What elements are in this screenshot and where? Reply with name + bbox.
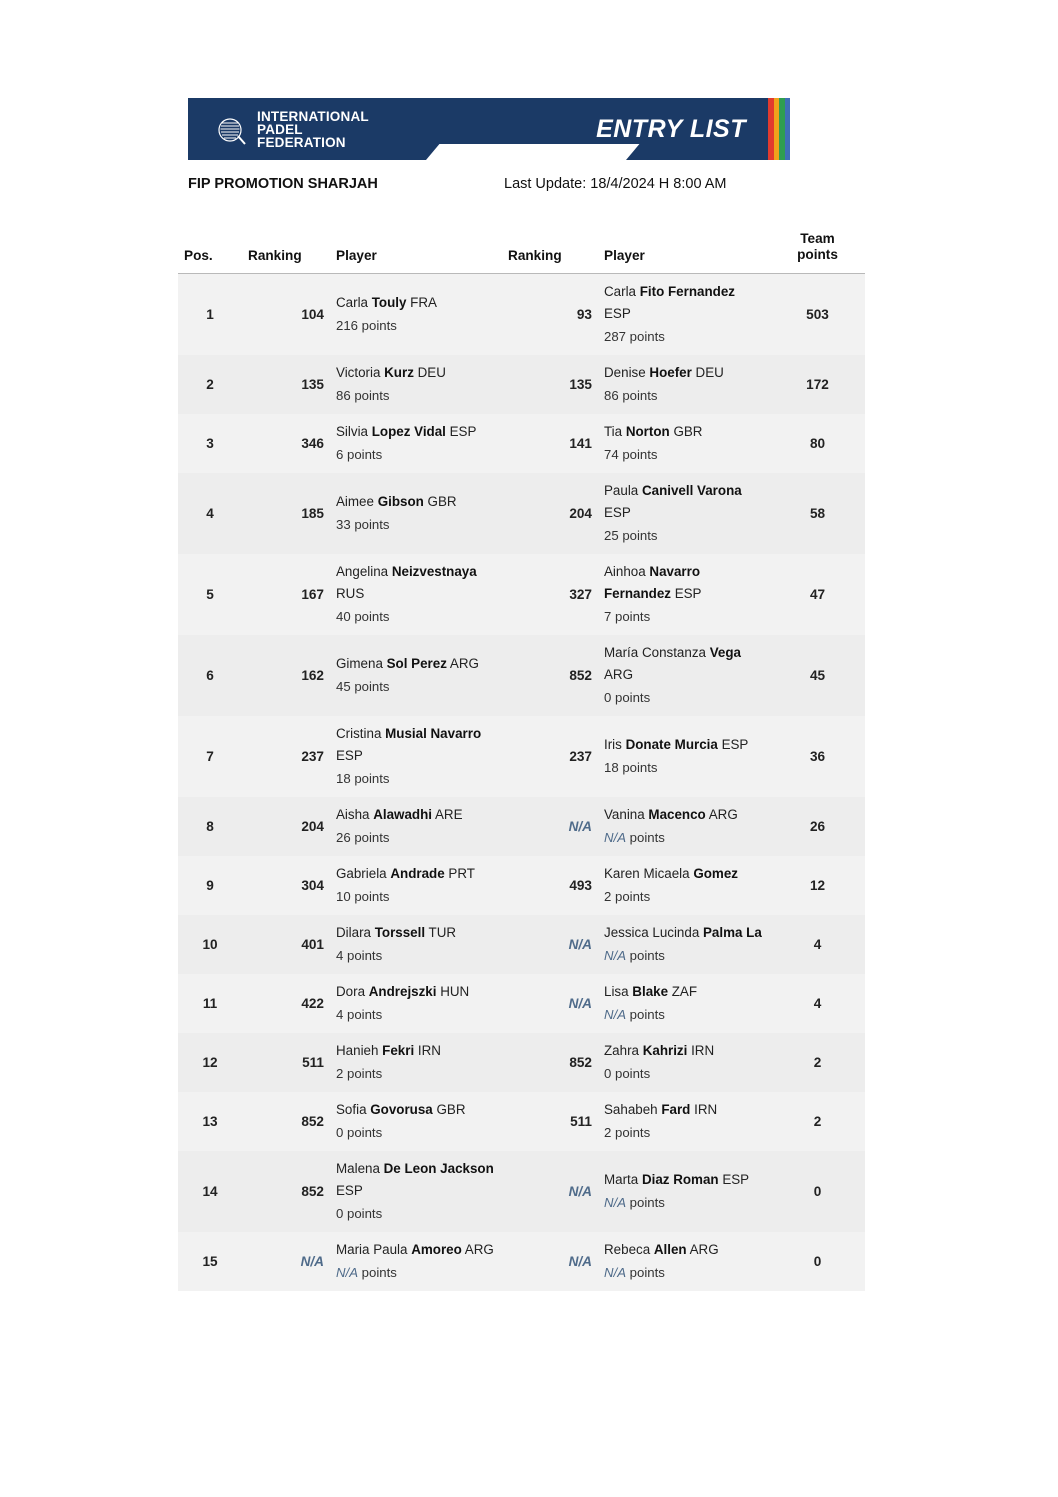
row-player-2-points: N/A points [604, 830, 665, 845]
row-player-1-name: Carla Touly FRA [336, 295, 437, 310]
row-ranking-1: 185 [301, 505, 324, 521]
table-body [178, 274, 865, 1292]
row-team-points: 503 [806, 306, 829, 322]
logo-line-3: FEDERATION [257, 135, 346, 150]
table-row [178, 554, 865, 635]
last-update-text: Last Update: 18/4/2024 H 8:00 AM [504, 176, 727, 192]
column-header-team-points [770, 225, 865, 274]
row-player-2-points: N/A points [604, 948, 665, 963]
row-player-1 [330, 414, 502, 473]
row-player-2-points: N/A points [604, 1195, 665, 1210]
row-ranking-2: 204 [569, 505, 592, 521]
row-player-1-name: Dora Andrejszki HUN [336, 984, 470, 999]
row-player-2-points: 2 points [604, 1125, 651, 1140]
row-ranking-2 [502, 1151, 598, 1232]
row-team-points: 172 [806, 376, 829, 392]
row-player-2-name: Zahra Kahrizi IRN [604, 1043, 715, 1058]
row-ranking-1: 422 [301, 995, 324, 1011]
row-team-points: 47 [809, 586, 826, 602]
row-player-2-name: Ainhoa Navarro Fernandez ESP [604, 564, 702, 601]
table-row [178, 635, 865, 716]
row-team-points: 4 [813, 995, 822, 1011]
row-player-2 [598, 414, 770, 473]
row-team-points: 2 [813, 1113, 822, 1129]
table-row [178, 974, 865, 1033]
column-header-ranking-1: Ranking [242, 225, 330, 274]
row-team-points: 26 [809, 818, 826, 834]
entry-list-table [178, 225, 865, 1291]
row-ranking-2-na: N/A [568, 1183, 592, 1199]
logo-line-1: INTERNATIONAL [257, 109, 369, 124]
row-player-2 [598, 716, 770, 797]
row-team-points: 45 [809, 667, 826, 683]
row-player-1-points: 0 points [336, 1206, 383, 1221]
row-ranking-1: 237 [301, 748, 324, 764]
row-player-1-name: Sofia Govorusa GBR [336, 1102, 466, 1117]
row-ranking-2: 852 [569, 1054, 592, 1070]
row-ranking-1: 135 [301, 376, 324, 392]
row-player-2 [598, 1092, 770, 1151]
row-ranking-2 [502, 915, 598, 974]
row-player-2 [598, 554, 770, 635]
row-player-1-name: Aimee Gibson GBR [336, 494, 457, 509]
row-player-1 [330, 274, 502, 356]
row-player-1-points: 4 points [336, 948, 383, 963]
row-ranking-2: 93 [576, 306, 592, 322]
row-ranking-2: 141 [569, 435, 592, 451]
row-team-points: 58 [809, 505, 826, 521]
row-player-1-name: Hanieh Fekri IRN [336, 1043, 441, 1058]
row-position: 13 [202, 1113, 218, 1129]
row-player-2 [598, 1033, 770, 1092]
row-player-1 [330, 554, 502, 635]
row-player-2-points: 0 points [604, 690, 651, 705]
row-ranking-1: 167 [301, 586, 324, 602]
table-row [178, 473, 865, 554]
entry-list-title: ENTRY LIST [596, 115, 746, 143]
banner-white-wedge [426, 144, 639, 160]
document-header [188, 176, 790, 200]
column-header-player-1: Player [330, 225, 502, 274]
row-position: 1 [206, 306, 214, 322]
row-player-2-name: María Constanza Vega ARG [604, 645, 741, 682]
row-player-2-points: 25 points [604, 528, 658, 543]
row-player-1 [330, 974, 502, 1033]
row-player-2 [598, 355, 770, 414]
row-player-1-name: Gabriela Andrade PRT [336, 866, 475, 881]
row-player-1-points: 26 points [336, 830, 390, 845]
entry-list-table-wrapper [178, 225, 838, 1291]
row-ranking-2-na: N/A [568, 1253, 592, 1269]
row-player-2-name: Denise Hoefer DEU [604, 365, 724, 380]
table-row [178, 1151, 865, 1232]
row-position: 3 [206, 435, 214, 451]
table-row [178, 414, 865, 473]
column-header-ranking-2: Ranking [502, 225, 598, 274]
table-row [178, 1033, 865, 1092]
row-team-points: 36 [809, 748, 826, 764]
row-player-1 [330, 1151, 502, 1232]
row-player-1-points: 6 points [336, 447, 383, 462]
row-position: 9 [206, 877, 214, 893]
row-player-1-points: 0 points [336, 1125, 383, 1140]
row-player-2-name: Lisa Blake ZAF [604, 984, 698, 999]
row-player-2-points: 74 points [604, 447, 658, 462]
row-player-2-name: Paula Canivell Varona ESP [604, 483, 742, 520]
table-row [178, 915, 865, 974]
row-ranking-2 [502, 797, 598, 856]
column-header-player-2: Player [598, 225, 770, 274]
logo-line-2: PADEL [257, 122, 303, 137]
table-row [178, 1232, 865, 1291]
row-player-1 [330, 797, 502, 856]
row-ranking-2-na: N/A [568, 995, 592, 1011]
row-player-1 [330, 1033, 502, 1092]
table-row [178, 716, 865, 797]
row-position: 5 [206, 586, 214, 602]
row-ranking-1-na: N/A [300, 1253, 324, 1269]
row-team-points: 12 [809, 877, 826, 893]
row-player-2 [598, 635, 770, 716]
row-player-2-name: Sahabeh Fard IRN [604, 1102, 718, 1117]
team-points-line-1: Team [800, 231, 835, 246]
row-ranking-2: 511 [570, 1113, 592, 1129]
row-player-1-points: 4 points [336, 1007, 383, 1022]
row-team-points: 4 [813, 936, 822, 952]
row-player-2-points: 7 points [604, 609, 651, 624]
row-team-points: 0 [813, 1183, 822, 1199]
row-player-1 [330, 473, 502, 554]
table-row [178, 1092, 865, 1151]
row-player-2-name: Carla Fito Fernandez ESP [604, 284, 735, 321]
tournament-name: FIP PROMOTION SHARJAH [188, 176, 378, 192]
table-header [178, 225, 865, 274]
row-ranking-1: 162 [301, 667, 324, 683]
table-row [178, 797, 865, 856]
row-player-2-points: 86 points [604, 388, 658, 403]
row-ranking-2 [502, 1232, 598, 1291]
padel-ball-icon [216, 112, 248, 148]
row-player-2-name: Karen Micaela Gomez [604, 866, 738, 881]
row-player-2-points: 0 points [604, 1066, 651, 1081]
row-ranking-1: 511 [302, 1054, 324, 1070]
row-team-points: 2 [813, 1054, 822, 1070]
row-player-2 [598, 1151, 770, 1232]
row-player-1-points: 33 points [336, 517, 390, 532]
row-player-1 [330, 635, 502, 716]
row-player-2 [598, 274, 770, 356]
row-ranking-1 [242, 1232, 330, 1291]
row-position: 15 [202, 1253, 218, 1269]
row-player-1-name: Gimena Sol Perez ARG [336, 656, 479, 671]
row-player-1-points: 2 points [336, 1066, 383, 1081]
row-player-1 [330, 355, 502, 414]
row-team-points: 0 [813, 1253, 822, 1269]
federation-logo [216, 110, 369, 149]
row-player-2-points: 18 points [604, 760, 658, 775]
row-player-1-points: N/A points [336, 1265, 397, 1280]
row-player-1 [330, 856, 502, 915]
row-position: 4 [206, 505, 214, 521]
federation-logo-text [257, 110, 369, 149]
row-ranking-1: 346 [301, 435, 324, 451]
entry-list-banner [188, 98, 790, 160]
row-player-1 [330, 1232, 502, 1291]
row-ranking-2 [502, 974, 598, 1033]
row-position: 12 [202, 1054, 218, 1070]
row-player-2 [598, 797, 770, 856]
row-player-1-points: 18 points [336, 771, 390, 786]
row-player-2-points: 287 points [604, 329, 665, 344]
banner-color-stripes [768, 98, 790, 160]
row-ranking-1: 304 [301, 877, 324, 893]
row-player-1 [330, 716, 502, 797]
row-ranking-2: 852 [569, 667, 592, 683]
row-ranking-1: 401 [301, 936, 324, 952]
row-player-1-name: Angelina Neizvestnaya RUS [336, 564, 477, 601]
row-position: 11 [202, 995, 218, 1011]
row-player-2 [598, 974, 770, 1033]
row-position: 10 [202, 936, 218, 952]
team-points-line-2: points [797, 247, 838, 262]
row-player-1-points: 40 points [336, 609, 390, 624]
row-player-2-name: Iris Donate Murcia ESP [604, 737, 749, 752]
row-player-2-points: 2 points [604, 889, 651, 904]
row-player-1-name: Maria Paula Amoreo ARG [336, 1242, 494, 1257]
row-ranking-2: 237 [569, 748, 592, 764]
row-player-1-name: Silvia Lopez Vidal ESP [336, 424, 477, 439]
row-player-2-name: Rebeca Allen ARG [604, 1242, 719, 1257]
row-ranking-2-na: N/A [568, 818, 592, 834]
row-ranking-2: 327 [569, 586, 592, 602]
row-ranking-1: 104 [301, 306, 324, 322]
table-row [178, 274, 865, 356]
row-player-1 [330, 915, 502, 974]
row-player-1 [330, 1092, 502, 1151]
row-player-2-name: Tia Norton GBR [604, 424, 703, 439]
row-player-1-points: 216 points [336, 318, 397, 333]
row-team-points: 80 [809, 435, 826, 451]
row-player-2-name: Vanina Macenco ARG [604, 807, 738, 822]
row-player-1-points: 45 points [336, 679, 390, 694]
row-player-1-name: Victoria Kurz DEU [336, 365, 446, 380]
row-ranking-2-na: N/A [568, 936, 592, 952]
row-player-2 [598, 856, 770, 915]
row-player-2 [598, 915, 770, 974]
row-ranking-2: 135 [569, 376, 592, 392]
row-ranking-1: 852 [301, 1113, 324, 1129]
row-position: 7 [206, 748, 214, 764]
row-ranking-2: 493 [569, 877, 592, 893]
row-player-1-name: Malena De Leon Jackson ESP [336, 1161, 494, 1198]
table-header-row [178, 225, 865, 274]
row-position: 14 [202, 1183, 218, 1199]
column-header-position: Pos. [178, 225, 242, 274]
row-player-1-points: 10 points [336, 889, 390, 904]
row-player-2-name: Marta Diaz Roman ESP [604, 1172, 750, 1187]
row-position: 2 [206, 376, 214, 392]
row-player-2-points: N/A points [604, 1007, 665, 1022]
row-player-1-points: 86 points [336, 388, 390, 403]
row-player-2-points: N/A points [604, 1265, 665, 1280]
row-player-2-name: Jessica Lucinda Palma La [604, 925, 762, 940]
row-position: 8 [206, 818, 214, 834]
table-row [178, 355, 865, 414]
row-player-1-name: Aisha Alawadhi ARE [336, 807, 463, 822]
row-player-1-name: Cristina Musial Navarro ESP [336, 726, 482, 763]
row-ranking-1: 852 [301, 1183, 324, 1199]
row-player-2 [598, 473, 770, 554]
row-ranking-1: 204 [301, 818, 324, 834]
row-player-2 [598, 1232, 770, 1291]
row-player-1-name: Dilara Torssell TUR [336, 925, 457, 940]
table-row [178, 856, 865, 915]
row-position: 6 [206, 667, 214, 683]
